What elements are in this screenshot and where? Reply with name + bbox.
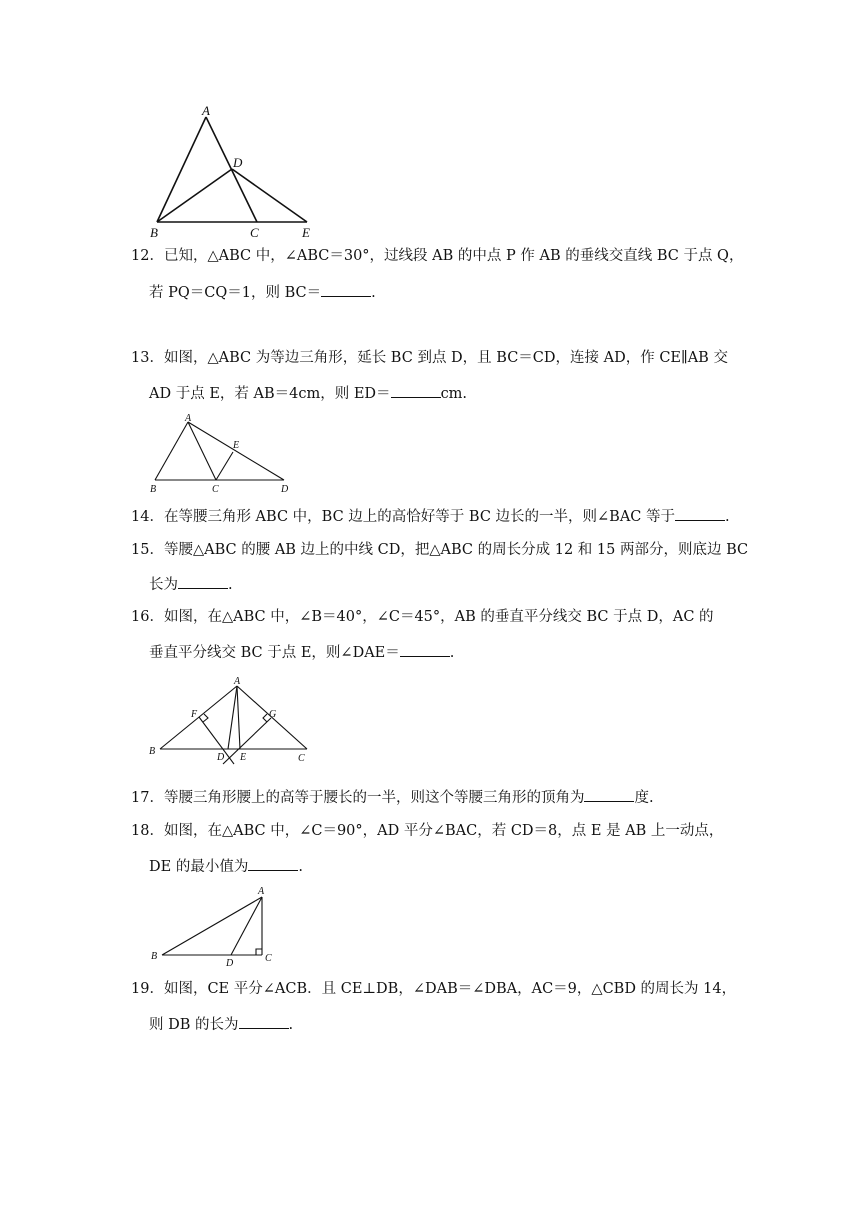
vertex-label-e: E <box>240 752 247 763</box>
vertex-label-d: D <box>226 958 234 969</box>
question-text: 垂直平分线交 BC 于点 E，则∠DAE＝ <box>149 645 400 661</box>
question-text: 等腰三角形腰上的高等于腰长的一半，则这个等腰三角形的顶角为 <box>163 790 585 806</box>
vertex-label-c: C <box>298 753 305 764</box>
question-text: 如图，在△ABC 中，∠C＝90°，AD 平分∠BAC，若 CD＝8，点 E 是 AB 上一动点， <box>163 823 724 839</box>
vertex-label-g: G <box>269 709 277 720</box>
vertex-label-d: D <box>281 484 289 495</box>
vertex-label-a: A <box>234 676 241 687</box>
question-text: 如图，CE 平分∠ACB．且 CE⊥DB，∠DAB＝∠DBA，AC＝9，△CBD 的周长为 14， <box>163 981 737 997</box>
question-text: . <box>288 1017 294 1033</box>
question-text: DE 的最小值为 <box>149 859 249 875</box>
answer-blank[interactable] <box>321 282 371 297</box>
question-13-line-2 <box>149 383 467 404</box>
question-text: 若 PQ＝CQ＝1，则 BC＝ <box>149 285 322 301</box>
answer-blank[interactable] <box>675 506 725 521</box>
question-text: . <box>449 645 455 661</box>
answer-blank[interactable] <box>178 574 228 589</box>
question-text: . <box>298 859 303 875</box>
question-number: 12． <box>131 248 164 264</box>
question-number: 13． <box>131 350 164 366</box>
question-number: 15． <box>131 542 164 558</box>
question-text: . <box>228 577 233 593</box>
vertex-label-b: B <box>149 746 156 757</box>
question-text: 已知，△ABC 中，∠ABC＝30°，过线段 AB 的中点 P 作 AB 的垂线交直线 BC 于点 Q， <box>163 248 744 264</box>
vertex-label-b: B <box>150 484 157 495</box>
vertex-label-d: D <box>233 155 243 170</box>
question-text: 如图，△ABC 为等边三角形，延长 BC 到点 D，且 BC＝CD，连接 AD，作 CE∥AB 交 <box>163 350 728 366</box>
figure-q18 <box>140 883 285 968</box>
question-text: 长为 <box>149 577 178 593</box>
vertex-label-a: A <box>202 103 210 118</box>
answer-blank[interactable] <box>239 1014 289 1029</box>
answer-blank[interactable] <box>400 642 450 657</box>
vertex-label-f: F <box>191 709 198 720</box>
figure-q11 <box>140 100 340 245</box>
vertex-label-c: C <box>250 225 259 240</box>
figure-q13 <box>140 412 310 497</box>
question-text: . <box>725 509 730 525</box>
vertex-label-d: D <box>217 752 225 763</box>
question-14-line-1 <box>131 506 730 527</box>
question-17-line-1 <box>131 787 654 808</box>
vertex-label-b: B <box>151 951 158 962</box>
question-text: AD 于点 E，若 AB＝4cm，则 ED＝ <box>149 386 391 402</box>
question-text: 在等腰三角形 ABC 中，BC 边上的高恰好等于 BC 边长的一半，则∠BAC 等于 <box>163 509 676 525</box>
vertex-label-a: A <box>185 413 192 424</box>
question-18-line-1 <box>131 821 723 841</box>
question-15-line-1 <box>131 540 748 560</box>
vertex-label-b: B <box>150 225 158 240</box>
question-12-line-1 <box>131 246 743 266</box>
question-number: 16． <box>131 609 164 625</box>
answer-blank[interactable] <box>391 383 441 398</box>
vertex-label-e: E <box>233 440 240 451</box>
answer-blank[interactable] <box>248 856 298 871</box>
question-text: 度. <box>634 790 654 806</box>
figure-q16 <box>140 672 320 772</box>
question-number: 17． <box>131 790 164 806</box>
vertex-label-c: C <box>212 484 219 495</box>
answer-blank[interactable] <box>584 787 634 802</box>
question-text: 等腰△ABC 的腰 AB 边上的中线 CD，把△ABC 的周长分成 12 和 15 两部分，则底边 BC <box>163 542 749 558</box>
question-19-line-1 <box>131 979 736 999</box>
vertex-label-c: C <box>265 953 272 964</box>
question-number: 14． <box>131 509 164 525</box>
question-12-line-2 <box>149 282 376 303</box>
vertex-label-e: E <box>302 225 310 240</box>
question-16-line-2 <box>149 642 454 663</box>
question-19-line-2 <box>149 1014 293 1035</box>
question-number: 19． <box>131 981 164 997</box>
question-number: 18． <box>131 823 164 839</box>
question-text: 则 DB 的长为 <box>149 1017 239 1033</box>
vertex-label-a: A <box>258 886 265 897</box>
question-15-line-2 <box>149 574 233 595</box>
question-text: . <box>371 285 376 301</box>
question-text: 如图，在△ABC 中，∠B＝40°，∠C＝45°，AB 的垂直平分线交 BC 于点 D，AC 的 <box>163 609 714 625</box>
question-16-line-1 <box>131 607 714 627</box>
question-13-line-1 <box>131 348 728 368</box>
question-18-line-2 <box>149 856 303 877</box>
question-text: cm. <box>440 386 468 402</box>
